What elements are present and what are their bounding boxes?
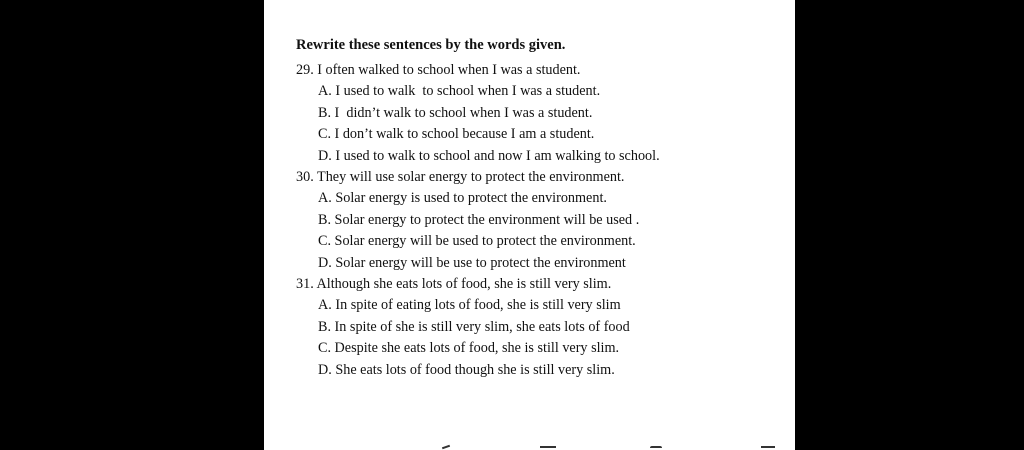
option-31-a: A. In spite of eating lots of food, she is still very slim: [318, 297, 621, 313]
instruction-heading: Rewrite these sentences by the words given.: [296, 37, 566, 53]
question-stem: They will use solar energy to protect the environment.: [317, 169, 625, 185]
question-stem: I often walked to school when I was a student.: [317, 62, 581, 78]
cropped-text-fragment: [650, 446, 662, 448]
question-30: [296, 170, 624, 184]
option-31-b: B. In spite of she is still very slim, she eats lots of food: [318, 319, 630, 335]
question-number: 30.: [296, 169, 314, 185]
question-number: 29.: [296, 62, 314, 78]
option-29-a: A. I used to walk to school when I was a student.: [318, 83, 601, 99]
option-30-d: D. Solar energy will be use to protect the environment: [318, 255, 626, 271]
cropped-text-fragment: [540, 446, 556, 448]
cropped-text-fragment: [761, 446, 775, 448]
question-29: [296, 63, 580, 77]
question-number: 31.: [296, 276, 314, 292]
option-30-c: C. Solar energy will be used to protect the environment.: [318, 233, 636, 249]
worksheet-page: [264, 0, 795, 450]
option-31-c: C. Despite she eats lots of food, she is still very slim.: [318, 340, 620, 356]
option-30-b: B. Solar energy to protect the environment will be used .: [318, 212, 640, 228]
cropped-text-fragment: [442, 445, 450, 450]
question-31: [296, 277, 611, 291]
option-29-c: C. I don’t walk to school because I am a student.: [318, 126, 595, 142]
option-30-a: A. Solar energy is used to protect the environment.: [318, 190, 607, 206]
option-29-b: B. I didn’t walk to school when I was a student.: [318, 105, 593, 121]
option-29-d: D. I used to walk to school and now I am walking to school.: [318, 148, 660, 164]
option-31-d: D. She eats lots of food though she is still very slim.: [318, 362, 615, 378]
question-stem: Although she eats lots of food, she is still very slim.: [316, 276, 612, 292]
